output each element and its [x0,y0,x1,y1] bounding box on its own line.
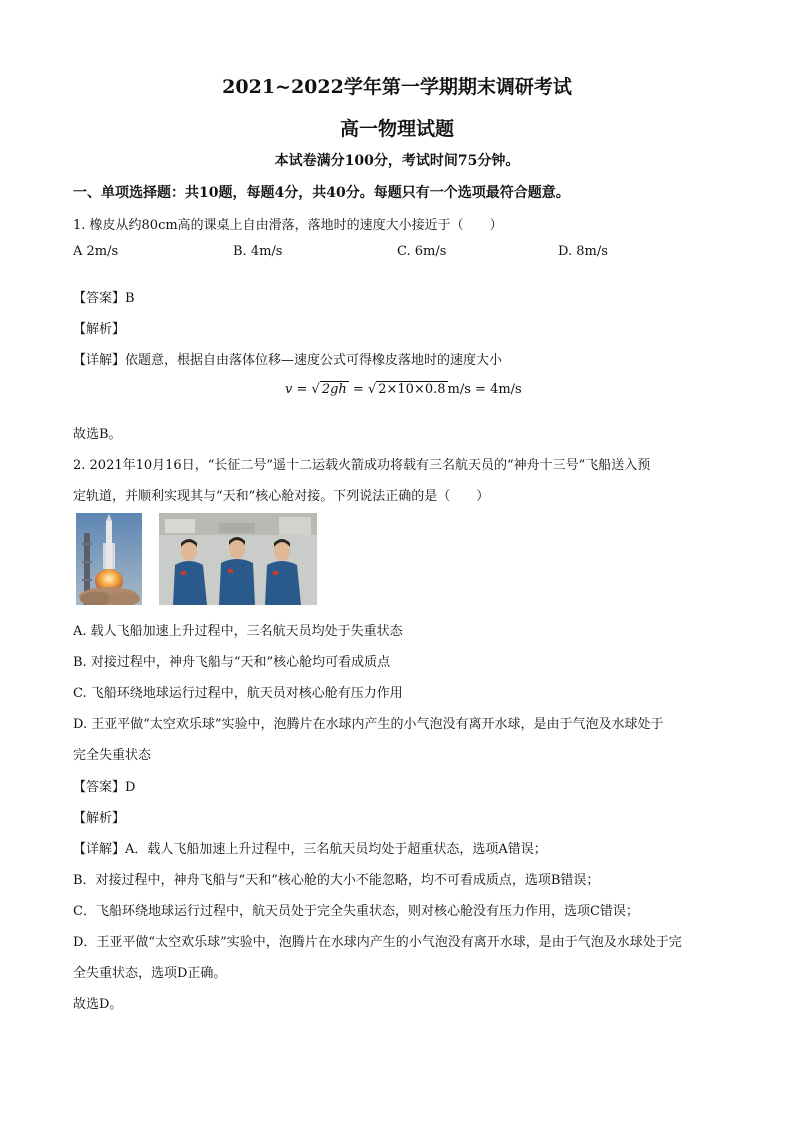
q1-option-c: C. 6m/s [397,244,447,259]
q2-stem-line2: 定轨道，并顺利实现其与“天和”核心舱对接。下列说法正确的是（ ） [73,489,490,504]
q2-conclusion: 故选D。 [73,997,123,1012]
q2-option-c: C. 飞船环绕地球运行过程中，航天员对核心舱有压力作用 [73,686,403,701]
q2-option-b: B. 对接过程中，神舟飞船与“天和”核心舱均可看成质点 [73,655,391,670]
q2-stem-line1: 2. 2021年10月16日，“长征二号”遥十二运载火箭成功将载有三名航天员的“神舟十三号”飞船送入预 [73,458,651,473]
sqrt-sign-2: √ [367,382,377,397]
formula-sqrt1: 2gh [321,382,347,397]
exam-title: 2021~2022学年第一学期期末调研考试 [222,76,572,98]
q2-answer: 【答案】D [73,780,136,795]
formula-unit: m/s = 4m/s [447,382,522,397]
exam-note: 本试卷满分100分，考试时间75分钟。 [274,153,520,169]
q1-option-a: A 2m/s [73,244,119,259]
formula-lhs: v = [285,382,312,397]
formula-sqrt2: 2×10×0.8 [378,382,446,397]
q2-detail-d-cont: 全失重状态，选项D正确。 [73,966,227,981]
q1-answer: 【答案】B [73,291,135,306]
q2-analysis: 【解析】 [73,811,126,826]
astronaut-crew-image [159,513,317,605]
q1-detail: 【详解】依题意，根据自由落体位移—速度公式可得橡皮落地时的速度大小 [73,353,503,368]
q1-stem: 1. 橡皮从约80cm高的课桌上自由滑落，落地时的速度大小接近于（ ） [73,218,503,233]
sqrt-sign: √ [311,382,320,397]
q2-detail-b: B．对接过程中，神舟飞船与“天和”核心舱的大小不能忽略，均不可看成质点，选项B错误； [73,873,600,888]
q2-option-d-cont: 完全失重状态 [73,748,152,763]
q1-option-b: B. 4m/s [233,244,283,259]
q2-option-d: D. 王亚平做“太空欢乐球”实验中，泡腾片在水球内产生的小气泡没有离开水球，是由于气泡及水球处于 [73,717,664,732]
q1-option-d: D. 8m/s [558,244,608,259]
rocket-launch-image [76,513,142,605]
section-heading: 一、单项选择题：共10题，每题4分，共40分。每题只有一个选项最符合题意。 [73,185,570,201]
formula-mid: = [348,382,368,397]
q1-analysis: 【解析】 [73,322,126,337]
q2-option-a: A. 载人飞船加速上升过程中，三名航天员均处于失重状态 [73,624,403,639]
q2-detail-a: 【详解】A．载人飞船加速上升过程中，三名航天员均处于超重状态，选项A错误； [73,842,547,857]
q1-formula [285,382,522,397]
q2-detail-c: C．飞船环绕地球运行过程中，航天员处于完全失重状态，则对核心舱没有压力作用，选项C错误； [73,904,639,919]
exam-subject: 高一物理试题 [339,118,454,140]
q2-detail-d: D．王亚平做“太空欢乐球”实验中，泡腾片在水球内产生的小气泡没有离开水球，是由于气泡及水球处于完 [73,935,682,950]
q1-conclusion: 故选B。 [73,427,122,442]
